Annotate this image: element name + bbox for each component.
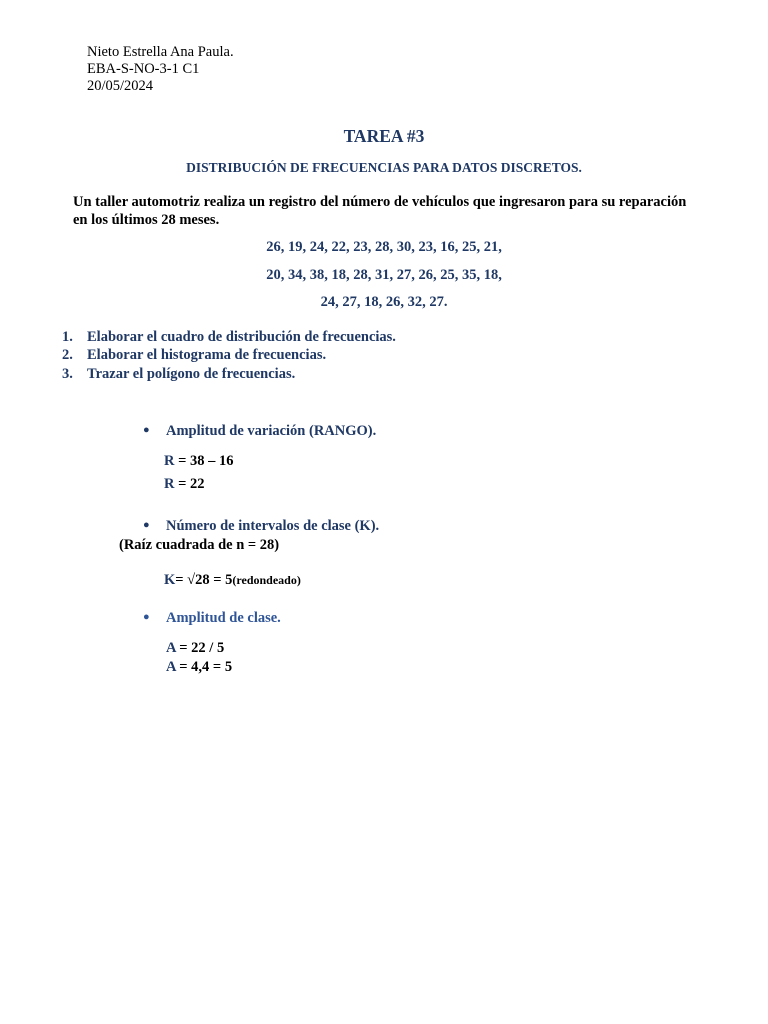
data-line: 24, 27, 18, 26, 32, 27.	[320, 294, 448, 310]
intervals-var: K	[164, 572, 176, 588]
width-expr: = 22 / 5	[175, 640, 225, 656]
task-item	[62, 329, 396, 346]
page-title: TAREA #3	[343, 126, 425, 146]
width-result: = 4,4 = 5	[175, 659, 233, 675]
task-number: 2.	[62, 347, 73, 363]
range-heading	[143, 423, 376, 440]
intervals-formula	[164, 572, 301, 589]
width-var: A	[166, 659, 176, 675]
width-formula-2	[166, 659, 232, 676]
intervals-expr: = √28 = 5	[175, 572, 233, 588]
intervals-note: (Raíz cuadrada de n = 28)	[119, 537, 280, 553]
task-item	[62, 347, 326, 364]
page-subtitle: DISTRIBUCIÓN DE FRECUENCIAS PARA DATOS DISCRETOS.	[186, 160, 582, 175]
task-number: 3.	[62, 366, 73, 382]
date: 20/05/2024	[87, 78, 154, 94]
range-heading-text: Amplitud de variación (RANGO).	[166, 423, 377, 439]
data-line: 26, 19, 24, 22, 23, 28, 30, 23, 16, 25, 21,	[266, 239, 502, 255]
width-formula-1	[166, 640, 224, 657]
width-var: A	[166, 640, 176, 656]
task-number: 1.	[62, 329, 73, 345]
task-text: Trazar el polígono de frecuencias.	[87, 366, 296, 382]
width-heading-text: Amplitud de clase.	[166, 610, 281, 626]
problem-statement: Un taller automotriz realiza un registro del número de vehículos que ingresaron para su reparación en los últimos 28 meses.	[73, 194, 687, 228]
data-line: 20, 34, 38, 18, 28, 31, 27, 26, 25, 35, 18,	[266, 267, 502, 283]
range-formula-2	[164, 476, 205, 493]
range-result: = 22	[174, 476, 205, 492]
range-var: R	[164, 453, 175, 469]
intervals-rounded-note: (redondeado)	[232, 573, 301, 587]
intervals-heading-text: Número de intervalos de clase (K).	[166, 518, 380, 534]
range-formula-1	[164, 453, 234, 470]
bullet-icon: ●	[143, 611, 150, 623]
bullet-icon: ●	[143, 519, 150, 531]
task-text: Elaborar el histograma de frecuencias.	[87, 347, 327, 363]
width-heading	[143, 610, 281, 627]
bullet-icon: ●	[143, 424, 150, 436]
task-text: Elaborar el cuadro de distribución de frecuencias.	[87, 329, 396, 345]
group-code: EBA-S-NO-3-1 C1	[87, 61, 200, 77]
intervals-heading	[143, 518, 379, 535]
task-item	[62, 366, 295, 383]
range-expr: = 38 – 16	[174, 453, 234, 469]
range-var: R	[164, 476, 175, 492]
student-name: Nieto Estrella Ana Paula.	[87, 44, 234, 60]
